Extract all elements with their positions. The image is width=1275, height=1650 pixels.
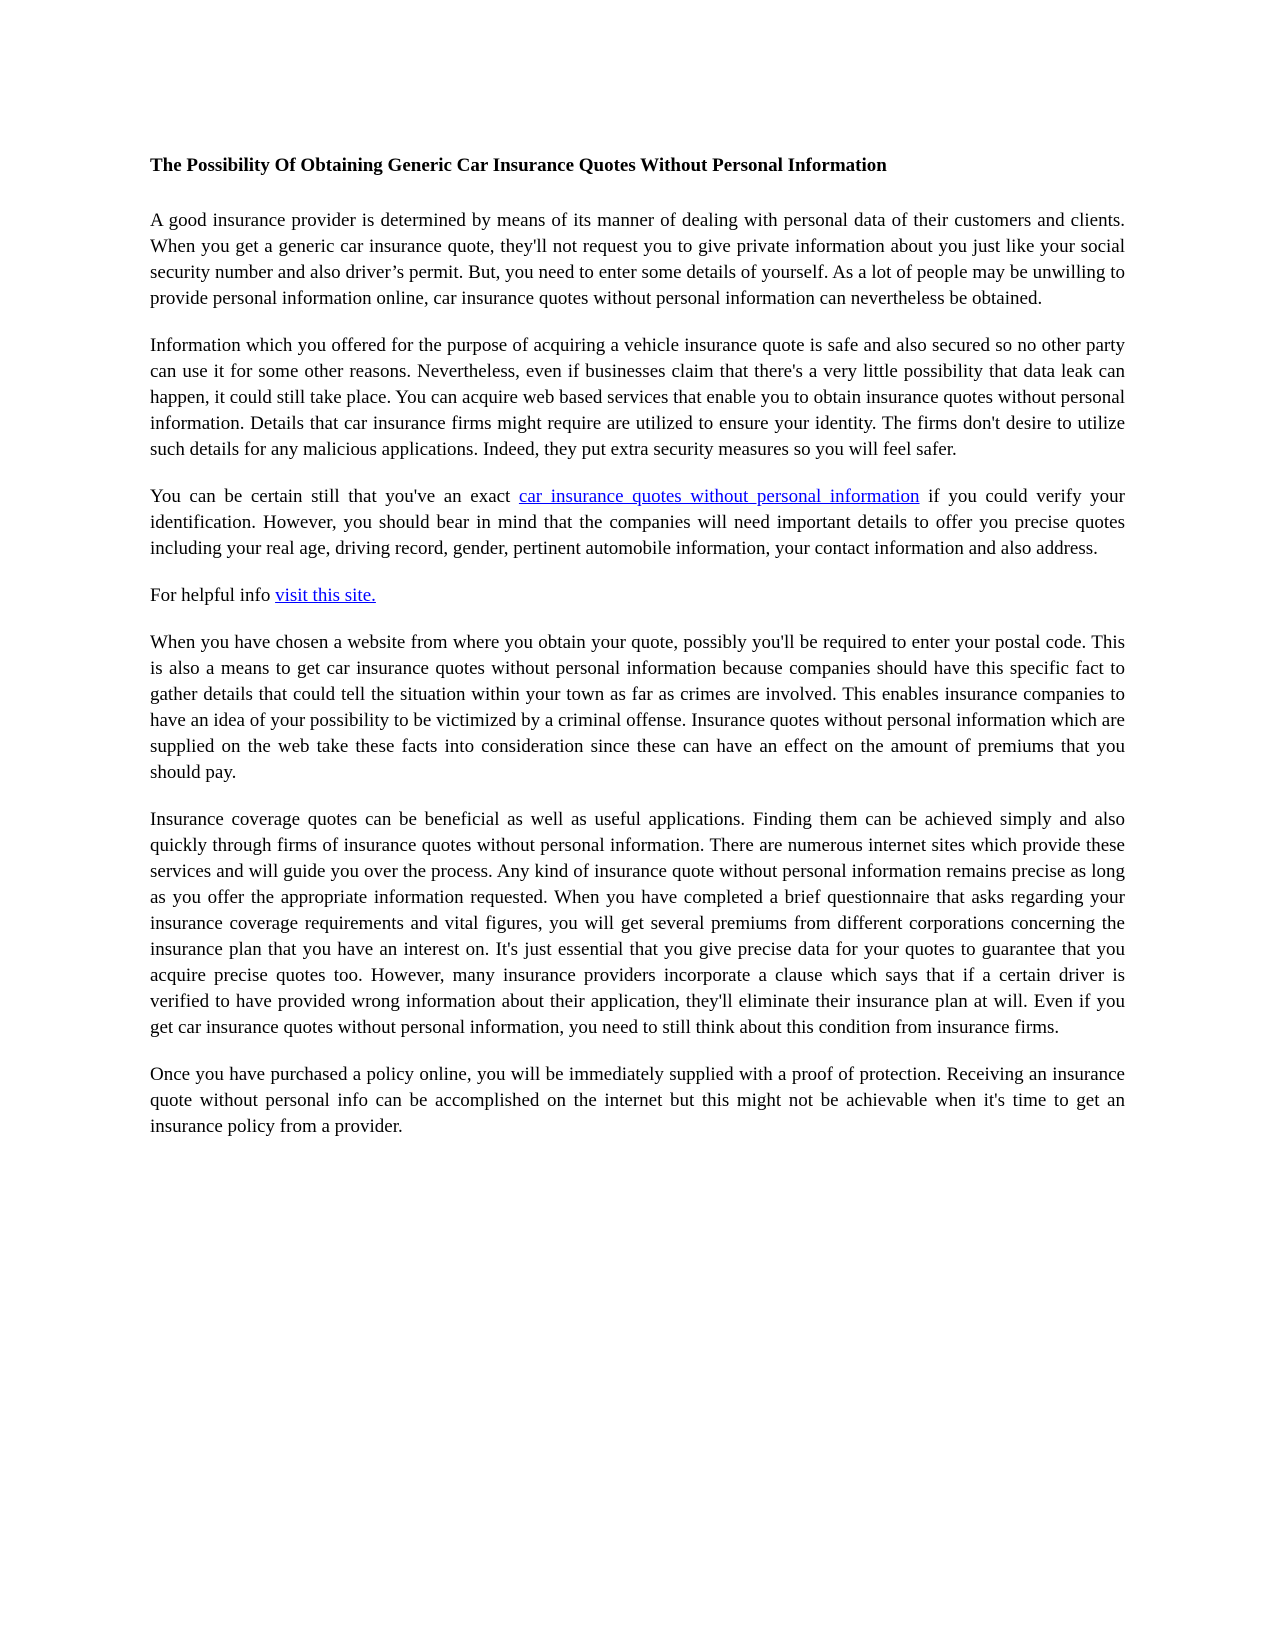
paragraph-text: For helpful info xyxy=(150,585,276,606)
paragraph-text: You can be certain still that you've an exact xyxy=(150,486,519,507)
paragraph xyxy=(150,630,1125,786)
text-link[interactable]: visit this site. xyxy=(275,585,376,606)
paragraph-text: if you could verify your identification. However, you should bear in mind that the companies will need important details to offer you precise quotes including your real age, driving record, gender, pertinent automobile information, your contact information and also address. xyxy=(150,486,1125,559)
paragraph xyxy=(150,208,1125,312)
paragraph xyxy=(150,333,1125,463)
paragraph-text: When you have chosen a website from where you obtain your quote, possibly you'll be required to enter your postal code. This is also a means to get car insurance quotes without personal information because companies should have this specific fact to gather details that could tell the situation within your town as far as crimes are involved. This enables insurance companies to have an idea of your possibility to be victimized by a criminal offense. Insurance quotes without personal information which are supplied on the web take these facts into consideration since these can have an effect on the amount of premiums that you should pay. xyxy=(150,632,1125,783)
text-link[interactable]: car insurance quotes without personal information xyxy=(518,486,920,507)
paragraph-text: A good insurance provider is determined by means of its manner of dealing with personal data of their customers and clients. When you get a generic car insurance quote, they'll not request you to give private information about you just like your social security number and also driver’s permit. But, you need to enter some details of yourself. As a lot of people may be unwilling to provide personal information online, car insurance quotes without personal information can nevertheless be obtained. xyxy=(150,210,1125,309)
document-body xyxy=(150,208,1125,1140)
paragraph-text: Information which you offered for the purpose of acquiring a vehicle insurance quote is safe and also secured so no other party can use it for some other reasons. Nevertheless, even if businesses claim that there's a very little possibility that data leak can happen, it could still take place. You can acquire web based services that enable you to obtain insurance quotes without personal information. Details that car insurance firms might require are utilized to ensure your identity. The firms don't desire to utilize such details for any malicious applications. Indeed, they put extra security measures so you will feel safer. xyxy=(150,335,1125,460)
paragraph xyxy=(150,484,1125,562)
paragraph-text: Once you have purchased a policy online, you will be immediately supplied with a proof of protection. Receiving an insurance quote without personal info can be accomplished on the internet but this might not be achievable when it's time to get an insurance policy from a provider. xyxy=(150,1064,1125,1137)
paragraph xyxy=(150,583,1125,609)
document-title: The Possibility Of Obtaining Generic Car Insurance Quotes Without Personal Information xyxy=(150,155,887,176)
paragraph-text: Insurance coverage quotes can be beneficial as well as useful applications. Finding them can be achieved simply and also quickly through firms of insurance quotes without personal information. There are numerous internet sites which provide these services and will guide you over the process. Any kind of insurance quote without personal information remains precise as long as you offer the appropriate information requested. When you have completed a brief questionnaire that asks regarding your insurance coverage requirements and vital figures, you will get several premiums from different corporations concerning the insurance plan that you have an interest on. It's just essential that you give precise data for your quotes to guarantee that you acquire precise quotes too. However, many insurance providers incorporate a clause which says that if a certain driver is verified to have provided wrong information about their application, they'll eliminate their insurance plan at will. Even if you get car insurance quotes without personal information, you need to still think about this condition from insurance firms. xyxy=(150,809,1125,1038)
paragraph xyxy=(150,807,1125,1041)
paragraph xyxy=(150,1062,1125,1140)
